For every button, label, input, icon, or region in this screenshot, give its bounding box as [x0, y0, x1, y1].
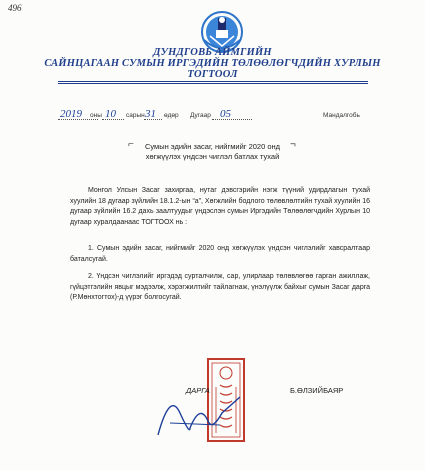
signatory-name: Б.ӨЛЗИЙБАЯР [290, 386, 344, 395]
place-name: Мандалгобь [323, 112, 360, 119]
signatory-title: ДАРГА [186, 386, 210, 395]
date-row [58, 105, 368, 121]
document-subject [0, 142, 425, 162]
header-line-1: ДУНДГОВЬ АЙМГИЙН [153, 47, 272, 58]
header-rule-2 [58, 83, 368, 84]
date-day: 31 [145, 108, 156, 120]
header-rule [58, 81, 368, 82]
body-paragraph-2: 1. Сумын эдийн засаг, нийгмийг 2020 онд хөгжүүлэх үндсэн чиглэлийг хавсралтаар баталсугай. [70, 245, 370, 263]
corner-number: 496 [8, 3, 22, 13]
body-paragraph-1: Монгол Улсын Засаг захиргаа, нутаг дэвсгэрийн нэгж түүний удирдлагын тухай хуулийн 18 дугаар зүйлийн 18.1.2-ын “а”, Хөгжлийн бодлого төлөвлөлтийн тухай хуулийн 16 дугаар зүйлийн 16.2 дахь заалтуудыг үндэслэн сумын Иргэдийн Төлөөлөгчдийн Хурлын 10 дугаар хуралдаанаас ТОГТООХ нь : [70, 187, 370, 226]
date-year: 2019 [60, 108, 82, 120]
document-number: 05 [220, 108, 231, 120]
header-line-2: САЙНЦАГААН СУМЫН ИРГЭДИЙН ТӨЛӨӨЛӨГЧДИЙН ХУРЛЫН [44, 58, 381, 69]
subject-line-2: хөгжүүлэх үндсэн чиглэл батлах тухай [145, 152, 280, 161]
body-paragraph-3: 2. Үндсэн чиглэлийг иргэдэд сурталчилж, сар, улирлаар төлөвлөгөө гарган ажиллаж, гүйцэтгэлийн явцыг мэдээлж, хэрэгжилтийг тайлагнаж, үнэлүүлж байхыг сумын Засаг дарга (Р.Мөнхтогтох)-д үүрэг болгосугай. [70, 273, 370, 302]
month-suffix: сарын [126, 112, 145, 119]
subject-line-1: Сумын эдийн засаг, нийгмийг 2020 онд [144, 142, 281, 151]
day-suffix: өдөр [164, 112, 179, 119]
year-suffix: оны [90, 112, 102, 119]
header-line-3: ТОГТООЛ [187, 69, 238, 80]
bracket-right: ¬ [290, 139, 296, 150]
number-prefix: Дугаар [190, 112, 211, 119]
date-month: 10 [105, 108, 116, 120]
bracket-left: ⌐ [128, 139, 134, 150]
